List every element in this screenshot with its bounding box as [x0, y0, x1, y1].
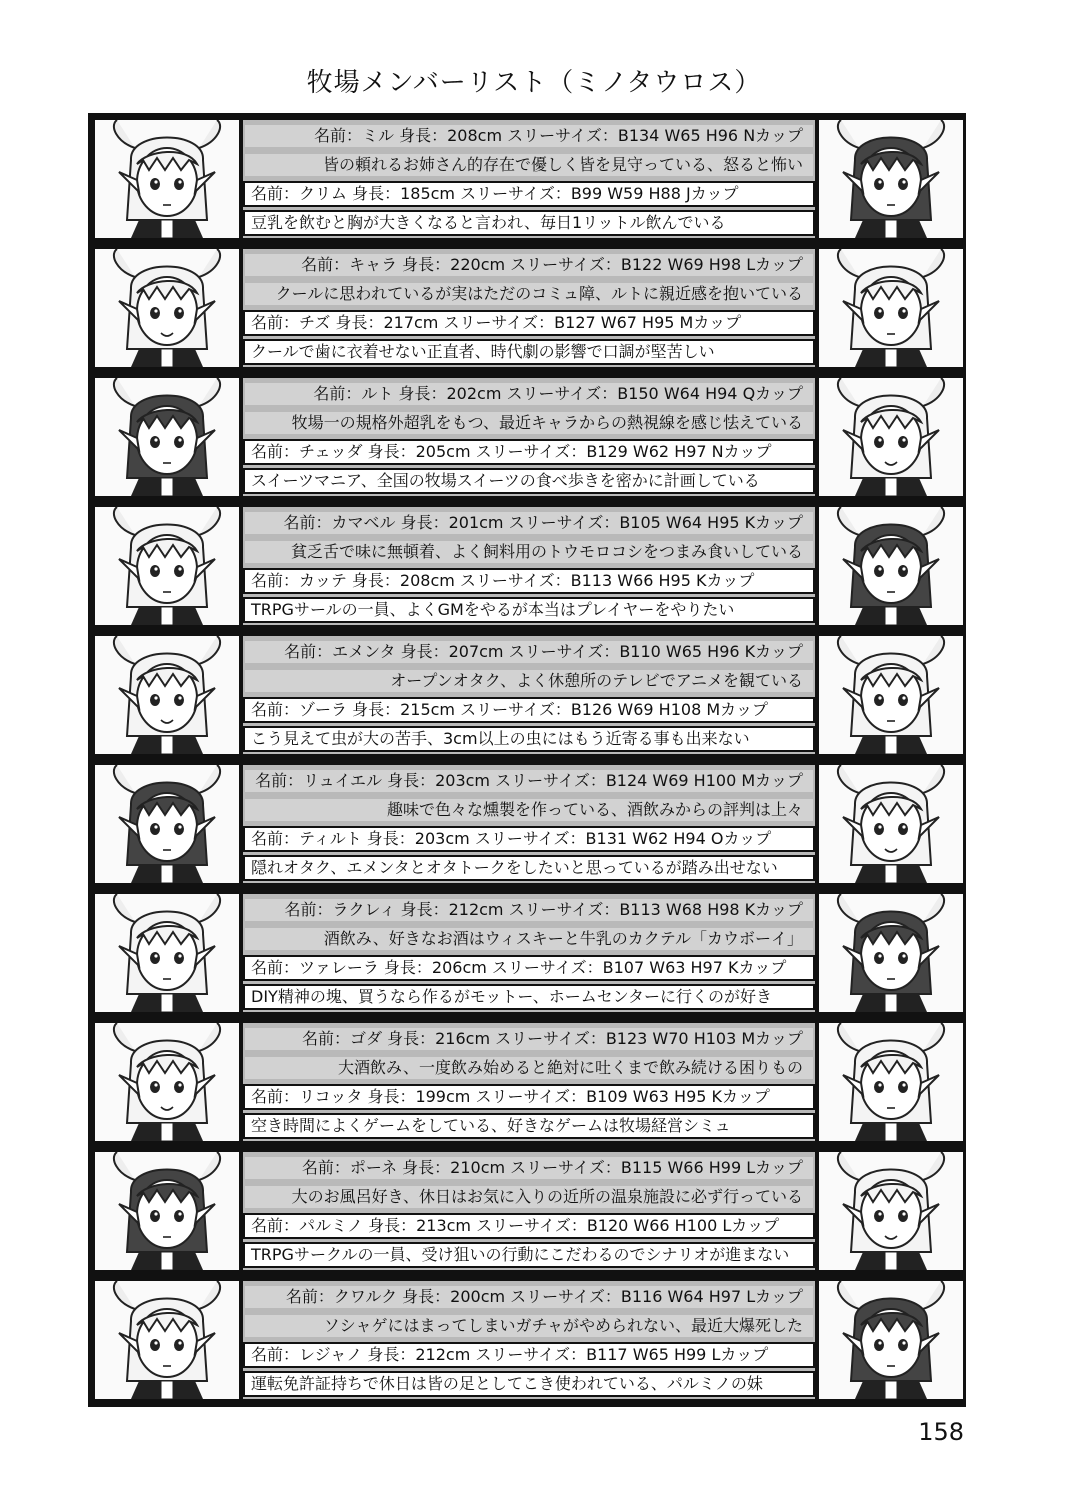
portrait-drawing [95, 249, 239, 367]
member-description: 隠れオタク、エメンタとオタトークをしたいと思っているが踏み出せない [243, 855, 815, 881]
member-info [243, 249, 815, 367]
character-portrait [819, 636, 963, 754]
member-description: クールで歯に衣着せない正直者、時代劇の影響で口調が堅苦しい [243, 339, 815, 365]
member-description: 空き時間によくゲームをしている、好きなゲームは牧場経営シミュ [243, 1113, 815, 1139]
member-info [243, 1152, 815, 1270]
member-info [243, 894, 815, 1012]
member-info [243, 120, 815, 238]
portrait-drawing [95, 765, 239, 883]
member-stats: 名前：ミル 身長：208cm スリーサイズ：B134 W65 H96 Nカップ [243, 123, 815, 149]
member-description: こう見えて虫が大の苦手、3cm以上の虫にはもう近寄る事も出来ない [243, 726, 815, 752]
member-row [91, 632, 963, 758]
character-portrait [819, 894, 963, 1012]
member-stats: 名前：レジャノ 身長：212cm スリーサイズ：B117 W65 H99 Lカップ [243, 1342, 815, 1368]
member-description: TRPGサークルの一員、受け狙いの行動にこだわるのでシナリオが進まない [243, 1242, 815, 1268]
member-description: 皆の頼れるお姉さん的存在で優しく皆を見守っている、怒ると怖い [243, 152, 815, 178]
member-stats: 名前：キャラ 身長：220cm スリーサイズ：B122 W69 H98 Lカップ [243, 252, 815, 278]
character-portrait [95, 1023, 239, 1141]
member-description: ソシャゲにはまってしまいガチャがやめられない、最近大爆死した [243, 1313, 815, 1339]
portrait-drawing [95, 1281, 239, 1399]
member-stats: 名前：ゴダ 身長：216cm スリーサイズ：B123 W70 H103 Mカップ [243, 1026, 815, 1052]
member-description: 大のお風呂好き、休日はお気に入りの近所の温泉施設に必ず行っている [243, 1184, 815, 1210]
portrait-drawing [95, 120, 239, 238]
member-stats: 名前：チズ 身長：217cm スリーサイズ：B127 W67 H95 Mカップ [243, 310, 815, 336]
character-portrait [819, 507, 963, 625]
member-stats: 名前：カッテ 身長：208cm スリーサイズ：B113 W66 H95 Kカップ [243, 568, 815, 594]
member-row [91, 374, 963, 500]
character-portrait [819, 378, 963, 496]
portrait-drawing [819, 636, 963, 754]
character-portrait [819, 1023, 963, 1141]
member-stats: 名前：ルト 身長：202cm スリーサイズ：B150 W64 H94 Qカップ [243, 381, 815, 407]
portrait-drawing [819, 507, 963, 625]
portrait-drawing [95, 636, 239, 754]
member-description: 大酒飲み、一度飲み始めると絶対に吐くまで飲み続ける困りもの [243, 1055, 815, 1081]
member-info [243, 1281, 815, 1399]
member-stats: 名前：チェッダ 身長：205cm スリーサイズ：B129 W62 H97 Nカップ [243, 439, 815, 465]
portrait-drawing [819, 894, 963, 1012]
portrait-drawing [819, 1152, 963, 1270]
member-stats: 名前：ツァレーラ 身長：206cm スリーサイズ：B107 W63 H97 Kカップ [243, 955, 815, 981]
member-row [91, 1019, 963, 1145]
character-portrait [95, 507, 239, 625]
member-description: クールに思われているが実はただのコミュ障、ルトに親近感を抱いている [243, 281, 815, 307]
portrait-drawing [819, 1281, 963, 1399]
member-row [91, 116, 963, 242]
member-stats: 名前：エメンタ 身長：207cm スリーサイズ：B110 W65 H96 Kカップ [243, 639, 815, 665]
page-title: 牧場メンバーリスト（ミノタウロス） [306, 68, 762, 98]
character-portrait [819, 120, 963, 238]
member-row [91, 503, 963, 629]
character-portrait [95, 378, 239, 496]
character-portrait [95, 1281, 239, 1399]
member-description: 牧場一の規格外超乳をもつ、最近キャラからの熱視線を感じ怯えている [243, 410, 815, 436]
member-description: 酒飲み、好きなお酒はウィスキーと牛乳のカクテル「カウボーイ」 [243, 926, 815, 952]
member-stats: 名前：カマベル 身長：201cm スリーサイズ：B105 W64 H95 Kカップ [243, 510, 815, 536]
member-stats: 名前：クリム 身長：185cm スリーサイズ：B99 W59 H88 Jカップ [243, 181, 815, 207]
portrait-drawing [95, 507, 239, 625]
member-description: 豆乳を飲むと胸が大きくなると言われ、毎日1リットル飲んでいる [243, 210, 815, 236]
member-info [243, 636, 815, 754]
character-portrait [95, 636, 239, 754]
member-description: 貧乏舌で味に無頓着、よく飼料用のトウモロコシをつまみ食いしている [243, 539, 815, 565]
member-description: スイーツマニア、全国の牧場スイーツの食べ歩きを密かに計画している [243, 468, 815, 494]
character-portrait [819, 765, 963, 883]
character-portrait [95, 894, 239, 1012]
character-portrait [819, 1152, 963, 1270]
member-description: 運転免許証持ちで休日は皆の足としてこき使われている、パルミノの妹 [243, 1371, 815, 1397]
member-stats: 名前：ティルト 身長：203cm スリーサイズ：B131 W62 H94 Oカップ [243, 826, 815, 852]
portrait-drawing [819, 765, 963, 883]
member-stats: 名前：クワルク 身長：200cm スリーサイズ：B116 W64 H97 Lカップ [243, 1284, 815, 1310]
member-info [243, 378, 815, 496]
member-row [91, 890, 963, 1016]
portrait-drawing [95, 1152, 239, 1270]
character-portrait [95, 120, 239, 238]
member-row [91, 1148, 963, 1274]
member-row [91, 1277, 963, 1403]
member-stats: 名前：ゾーラ 身長：215cm スリーサイズ：B126 W69 H108 Mカップ [243, 697, 815, 723]
portrait-drawing [819, 378, 963, 496]
portrait-drawing [819, 120, 963, 238]
portrait-drawing [95, 894, 239, 1012]
portrait-drawing [95, 1023, 239, 1141]
member-stats: 名前：リコッタ 身長：199cm スリーサイズ：B109 W63 H95 Kカップ [243, 1084, 815, 1110]
portrait-drawing [819, 249, 963, 367]
character-portrait [819, 249, 963, 367]
member-description: オープンオタク、よく休憩所のテレビでアニメを観ている [243, 668, 815, 694]
member-row [91, 761, 963, 887]
page-number: 158 [918, 1418, 964, 1446]
member-row [91, 245, 963, 371]
character-portrait [95, 1152, 239, 1270]
member-description: DIY精神の塊、買うなら作るがモットー、ホームセンターに行くのが好き [243, 984, 815, 1010]
member-description: TRPGサールの一員、よくGMをやるが本当はプレイヤーをやりたい [243, 597, 815, 623]
character-portrait [95, 765, 239, 883]
member-stats: 名前：パルミノ 身長：213cm スリーサイズ：B120 W66 H100 Lカップ [243, 1213, 815, 1239]
member-stats: 名前：ポーネ 身長：210cm スリーサイズ：B115 W66 H99 Lカップ [243, 1155, 815, 1181]
member-stats: 名前：リュイエル 身長：203cm スリーサイズ：B124 W69 H100 Mカップ [243, 768, 815, 794]
member-description: 趣味で色々な燻製を作っている、酒飲みからの評判は上々 [243, 797, 815, 823]
member-info [243, 765, 815, 883]
character-portrait [95, 249, 239, 367]
member-info [243, 1023, 815, 1141]
member-info [243, 507, 815, 625]
portrait-drawing [819, 1023, 963, 1141]
member-list-grid [88, 113, 966, 1407]
member-stats: 名前：ラクレィ 身長：212cm スリーサイズ：B113 W68 H98 Kカップ [243, 897, 815, 923]
character-portrait [819, 1281, 963, 1399]
portrait-drawing [95, 378, 239, 496]
